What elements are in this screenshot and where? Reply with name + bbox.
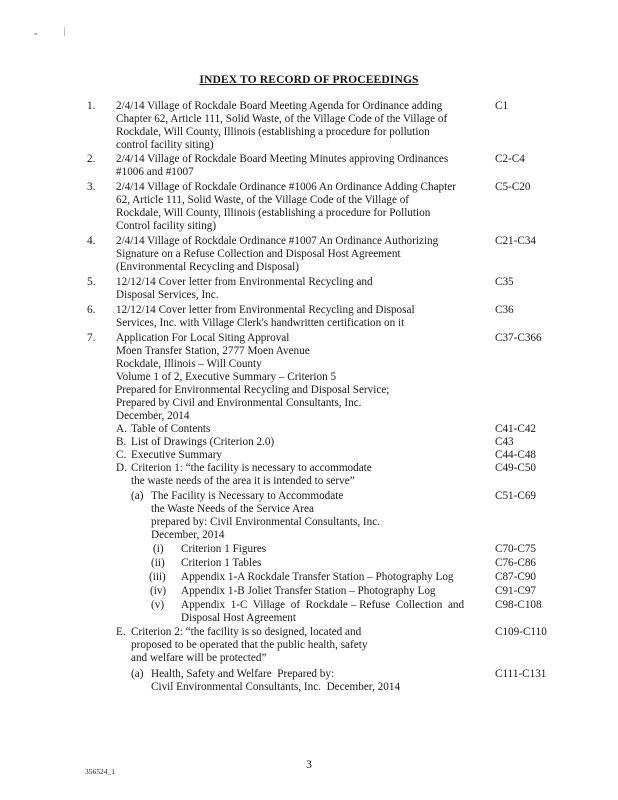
entry-text-line: 2/4/14 Village of Rockdale Ordinance #1007 An Ordinance Authorizing (116, 235, 439, 247)
entry-text-line: Signature on a Refuse Collection and Disposal Host Agreement (116, 248, 401, 260)
section-text-line: Civil Environmental Consultants, Inc. December, 2014 (151, 681, 401, 693)
entry-number: 7. (87, 332, 96, 344)
section-label: (iv) (150, 585, 167, 597)
entry-number: 6. (87, 304, 96, 316)
entry-text-line: Prepared for Environmental Recycling and Disposal Service; (116, 384, 390, 396)
section-label: (v) (151, 599, 165, 611)
section-text-line: and welfare will be protected” (131, 652, 267, 664)
section-text-line: proposed to be operated that the public health, safety (131, 639, 368, 651)
entry-number: 4. (87, 235, 96, 247)
entry-number: 5. (87, 276, 96, 288)
entry-text-line: December, 2014 (116, 410, 190, 422)
entry-number: 2. (87, 153, 96, 165)
entry-reference: C37-C366 (495, 332, 542, 344)
entry-text-line: Control facility siting) (116, 220, 217, 232)
section-text-line: Appendix 1-C Village of Rockdale – Refuse Collection and (181, 599, 465, 611)
document-id: 356524_1 (85, 767, 115, 776)
entry-text-line: Volume 1 of 2, Executive Summary – Criterion 5 (116, 371, 337, 383)
section-label: (a) (131, 668, 144, 680)
entry-text-line: Rockdale, Will County, Illinois (establishing a procedure for Pollution (116, 207, 431, 219)
entry-text-line: Application For Local Siting Approval (116, 332, 290, 344)
section-text-line: Appendix 1-A Rockdale Transfer Station – Photography Log (181, 571, 454, 583)
section-text-line: Criterion 1: “the facility is necessary to accommodate (131, 462, 372, 474)
section-text-line: Table of Contents (131, 423, 211, 435)
section-label: D. (116, 462, 127, 474)
section-text-line: Criterion 1 Tables (181, 557, 262, 569)
entry-reference: C5-C20 (495, 181, 531, 193)
entry-text-line: Moen Transfer Station, 2777 Moen Avenue (116, 345, 310, 357)
section-text-line: List of Drawings (Criterion 2.0) (131, 436, 275, 448)
entry-reference: C21-C34 (495, 235, 537, 247)
entry-text-line: 2/4/14 Village of Rockdale Board Meeting Agenda for Ordinance adding (116, 100, 443, 112)
page-number: 3 (306, 759, 312, 771)
section-text-line: December, 2014 (151, 529, 225, 541)
section-text-line: Criterion 2: “the facility is so designed, located and (131, 626, 362, 638)
section-reference: C87-C90 (495, 571, 537, 583)
entry-text-line: Services, Inc. with Village Clerk's handwritten certification on it (116, 317, 405, 329)
entry-reference: C1 (495, 100, 509, 112)
entry-text-line: Chapter 62, Article 111, Solid Waste, of the Village Code of the Village of (116, 113, 448, 125)
scan-speck (64, 27, 65, 36)
entry-number: 1. (87, 100, 96, 112)
entry-text-line: 2/4/14 Village of Rockdale Board Meeting Minutes approving Ordinances (116, 153, 449, 165)
entry-reference: C36 (495, 304, 514, 316)
entry-reference: C35 (495, 276, 514, 288)
section-text-line: Disposal Host Agreement (181, 612, 296, 624)
section-reference: C91-C97 (495, 585, 537, 597)
section-text-line: Appendix 1-B Joliet Transfer Station – Photography Log (181, 585, 436, 597)
section-reference: C41-C42 (495, 423, 537, 435)
section-reference: C44-C48 (495, 449, 537, 461)
page-title: INDEX TO RECORD OF PROCEEDINGS (199, 73, 419, 86)
section-reference: C70-C75 (495, 543, 537, 555)
section-label: (iii) (149, 571, 166, 583)
section-label: (ii) (151, 557, 165, 569)
entry-text-line: Disposal Services, Inc. (116, 289, 219, 301)
entry-text-line: Prepared by Civil and Environmental Consultants, Inc. (116, 397, 362, 409)
section-text-line: Health, Safety and Welfare Prepared by: (151, 668, 335, 680)
section-text-line: the Waste Needs of the Service Area (151, 503, 314, 515)
section-text-line: Executive Summary (131, 449, 223, 461)
entry-text-line: (Environmental Recycling and Disposal) (116, 261, 299, 273)
section-text-line: the waste needs of the area it is intended to serve” (131, 475, 355, 487)
section-reference: C43 (495, 436, 514, 448)
entry-text-line: 12/12/14 Cover letter from Environmental Recycling and Disposal (116, 304, 415, 316)
entry-text-line: #1006 and #1007 (116, 166, 194, 178)
entry-text-line: 12/12/14 Cover letter from Environmental Recycling and (116, 276, 373, 288)
entry-text-line: 2/4/14 Village of Rockdale Ordinance #1006 An Ordinance Adding Chapter (116, 181, 456, 193)
section-label: A. (116, 423, 127, 435)
section-text-line: Criterion 1 Figures (181, 543, 267, 555)
entry-text-line: 62, Article 111, Solid Waste, of the Village Code of the Village of (116, 194, 410, 206)
section-text-line: The Facility is Necessary to Accommodate (151, 490, 344, 502)
section-label: C. (116, 449, 127, 461)
entry-text-line: control facility siting) (116, 139, 214, 151)
entry-reference: C2-C4 (495, 153, 525, 165)
scan-speck (34, 33, 37, 35)
section-text-line: prepared by: Civil Environmental Consultants, Inc. (151, 516, 380, 528)
entry-number: 3. (87, 181, 96, 193)
section-reference: C98-C108 (495, 599, 542, 611)
section-reference: C49-C50 (495, 462, 537, 474)
entry-text-line: Rockdale, Will County, Illinois (establishing a procedure for pollution (116, 126, 430, 138)
entry-text-line: Rockdale, Illinois – Will County (116, 358, 262, 370)
section-label: E. (116, 626, 126, 638)
section-reference: C111-C131 (495, 668, 547, 680)
section-label: B. (116, 436, 127, 448)
section-label: (a) (131, 490, 144, 502)
section-reference: C109-C110 (495, 626, 547, 638)
section-reference: C76-C86 (495, 557, 537, 569)
section-label: (i) (153, 543, 164, 555)
section-reference: C51-C69 (495, 490, 537, 502)
